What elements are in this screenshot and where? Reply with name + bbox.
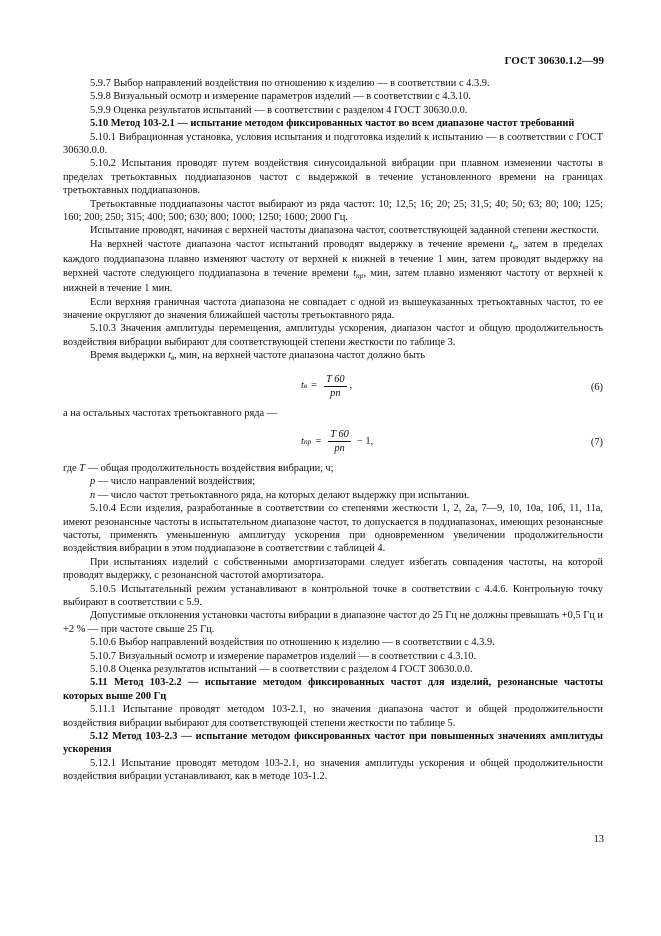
- paragraph: 5.11.1 Испытание проводят методом 103-2.1, но значения диапазона частот и общей продолжительности воздействия вибрации выбирают для соответствующей степени жесткости по таблице 5.: [63, 704, 603, 729]
- subscript: в: [512, 241, 516, 251]
- paragraph: Третьоктавные поддиапазоны частот выбирают из ряда частот: 10; 12,5; 16; 20; 25; 31,5; 40; 50; 63; 80; 100; 125; 160; 200; 250; 315; 400; 500; 630; 800; 1000; 1250; 1600; 2000 Гц.: [63, 198, 603, 224]
- formula-equals: =: [311, 380, 318, 392]
- formula-numerator: T 60: [326, 373, 345, 385]
- section-heading-5-10: 5.10 Метод 103-2.1 — испытание методом фиксированных частот во всем диапазоне частот требований: [90, 118, 575, 130]
- subscript: в: [170, 353, 175, 363]
- formula-6: [63, 369, 603, 405]
- paragraph: Если верхняя граничная частота диапазона не совпадает с одной из вышеуказанных третьоктавных частот, то ее значение округляют до значения ближайшей частоты третьоктавного ряда.: [63, 296, 603, 321]
- where-text: — число частот третьоктавного ряда, на которых делают выдержку при испытании.: [95, 489, 470, 501]
- formula-lhs-subscript: пр: [303, 436, 312, 446]
- document-header-code: ГОСТ 30630.1.2—99: [504, 55, 604, 67]
- paragraph: 5.10.8 Оценка результатов испытаний — в соответствии с разделом 4 ГОСТ 30630.0.0.: [90, 664, 473, 676]
- text: , мин, на верхней частоте диапазона частот должно быть: [174, 350, 426, 362]
- formula-fraction: [328, 428, 351, 455]
- paragraph: 5.10.3 Значения амплитуды перемещения, амплитуды ускорения, диапазон частот и общую продолжительность воздействия вибрации выбирают для соответствующей степени жесткости по таблице 3.: [63, 323, 603, 348]
- formula-equals: =: [315, 435, 322, 447]
- formula-fraction: [324, 373, 347, 400]
- paragraph: [63, 349, 603, 364]
- subscript: пр: [356, 270, 364, 280]
- formula-lhs-subscript: в: [303, 381, 308, 391]
- where-line: [63, 462, 603, 475]
- paragraph: 5.10.7 Визуальный осмотр и измерение параметров изделий — в соответствии с 4.3.10.: [90, 650, 477, 662]
- where-text: — общая продолжительность воздействия вибрации, ч;: [85, 462, 334, 474]
- text: Время выдержки: [90, 350, 169, 362]
- where-text: — число направлений воздействия;: [95, 476, 256, 488]
- symbol: p: [90, 476, 96, 488]
- symbol: T: [79, 462, 86, 474]
- paragraph: Допустимые отклонения установки частоты вибрации в диапазоне частот до 25 Гц не должны превышать +0,5 Гц и +2 % — при частоте свыше 25 Гц.: [63, 610, 603, 635]
- symbol: t: [353, 267, 357, 279]
- text: На верхней частоте диапазона частот испытаний проводят выдержку в течение времени: [90, 238, 510, 250]
- paragraph: 5.10.6 Выбор направлений воздействия по отношению к изделию — в соответствии с 4.3.9.: [90, 637, 495, 649]
- text: , затем в пределах каждого поддиапазона плавно изменяют частоту от верхней к нижней в течение 1 мин, затем проводят выдержку на верхней частоте следующего поддиапазона в течение времени: [63, 238, 604, 279]
- formula-numerator: T 60: [330, 428, 349, 440]
- formula-lhs: t: [301, 380, 304, 392]
- paragraph: 5.9.9 Оценка результатов испытаний — в соответствии с разделом 4 ГОСТ 30630.0.0.: [90, 104, 468, 116]
- formula-number: (7): [590, 436, 603, 448]
- paragraph: 5.10.2 Испытания проводят путем воздействия синусоидальной вибрации при плавном изменении частоты в пределах третьоктавных поддиапазонов частот с выдержкой в течение установленного времени на границах третьоктавных поддиапазонов.: [63, 158, 603, 197]
- formula-7: [63, 424, 603, 460]
- paragraph: 5.10.4 Если изделия, разработанные в соответствии со степенями жесткости 1, 2, 2а, 7—9, 10, 10а, 10б, 11, 11а, имеют резонансные частоты в испытательном диапазоне частот, то допускается в поддиапазонах, имеющих резонансные частоты, применять уменьшенную амплитуду ускорения при одновременном увеличении продолжительности воздействия вибрации в этом поддиапазоне в соответствии с таблицей 4.: [63, 503, 603, 555]
- paragraph: а на остальных частотах третьоктавного ряда —: [63, 407, 278, 419]
- formula-lhs: t: [301, 435, 304, 447]
- paragraph: 5.9.8 Визуальный осмотр и измерение параметров изделий — в соответствии с 4.3.10.: [90, 91, 471, 103]
- symbol: t: [168, 350, 171, 362]
- paragraph: При испытаниях изделий с собственными амортизаторами следует избегать совпадения частоты, на которой проводят выдержку, с резонансной частотой амортизатора.: [63, 556, 603, 582]
- formula-number: (6): [590, 381, 603, 393]
- paragraph-dwell-time: [63, 238, 603, 296]
- paragraph: 5.9.7 Выбор направлений воздействия по отношению к изделию — в соответствии с 4.3.9.: [90, 78, 490, 89]
- formula-denominator: pn: [330, 387, 341, 399]
- where-line: [63, 475, 603, 488]
- section-heading-5-12: 5.12 Метод 103-2.3 — испытание методом фиксированных частот при повышенных значениях амплитуды ускорения: [63, 731, 603, 756]
- formula-tail: ,: [349, 380, 353, 392]
- symbol: n: [90, 489, 96, 501]
- formula-tail: − 1,: [356, 435, 374, 447]
- paragraph: 5.12.1 Испытание проводят методом 103-2.1, но значения амплитуды ускорения и общей продолжительности воздействия вибрации устанавливают, как в методе 103-1.2.: [63, 757, 603, 783]
- paragraph: 5.10.1 Вибрационная установка, условия испытания и подготовка изделий к испытанию — в соответствии с ГОСТ 30630.0.0.: [63, 131, 603, 157]
- paragraph: Испытание проводят, начиная с верхней частоты диапазона частот, соответствующей заданной степени жесткости.: [90, 225, 599, 237]
- formula-denominator: pn: [334, 442, 345, 454]
- text: , мин, затем плавно изменяют частоту от верхней к нижней в течение 1 мин.: [63, 267, 603, 295]
- paragraph: 5.10.5 Испытательный режим устанавливают в контрольной точке в соответствии с 4.4.6. Контрольную точку выбирают в соответствии с 5.9.: [63, 583, 603, 608]
- where-line: [63, 489, 603, 502]
- section-heading-5-11: 5.11 Метод 103-2.2 — испытание методом фиксированных частот для изделий, резонансные частоты которых выше 200 Гц: [63, 677, 603, 702]
- where-prefix: где: [63, 462, 80, 474]
- document-body: [63, 77, 603, 784]
- page-number: 13: [593, 834, 604, 845]
- symbol: t: [509, 238, 513, 250]
